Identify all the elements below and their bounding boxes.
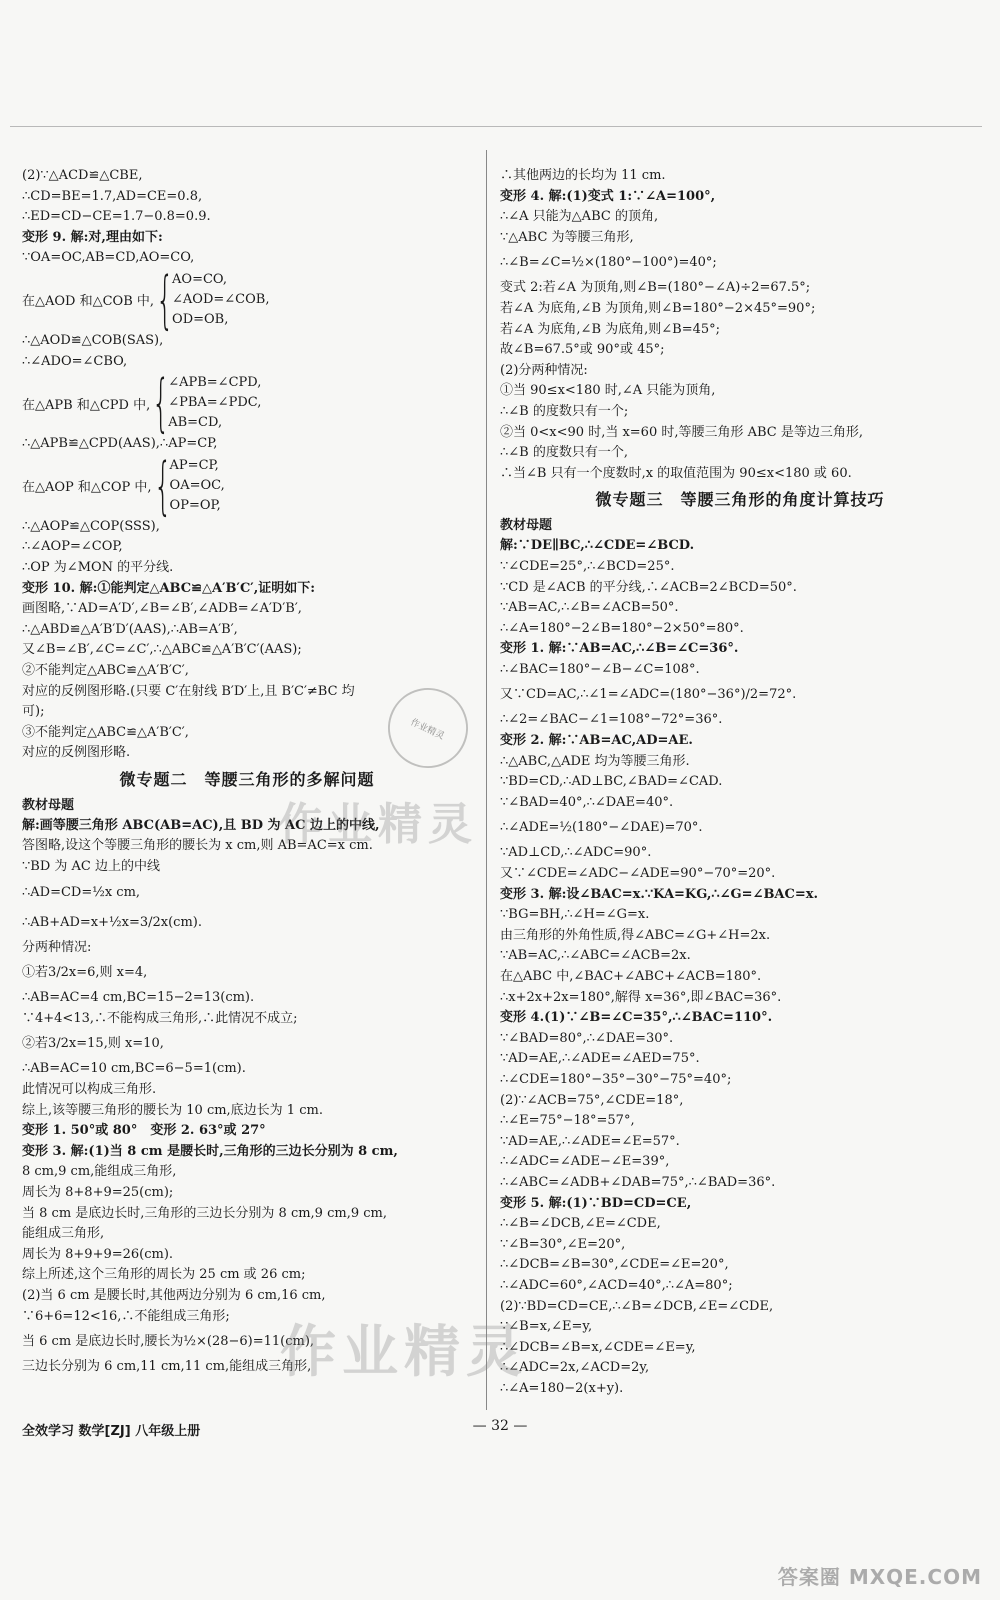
- top-rule: [10, 126, 982, 127]
- solution-line: ∴AD=CD=½x cm,: [22, 884, 141, 900]
- solution-line: ∴∠A 只能为△ABC 的顶角,: [500, 209, 659, 225]
- solution-line: ∵CD 是∠ACB 的平分线,∴∠ACB=2∠BCD=50°.: [500, 579, 797, 595]
- solution-line: ∴△APB≌△CPD(AAS),∴AP=CP,: [22, 436, 218, 452]
- solution-line: ∴∠B 的度数只有一个;: [500, 403, 629, 419]
- solution-line: ∴∠E=75°−18°=57°,: [500, 1113, 635, 1129]
- solution-line: 此情况可以构成三角形.: [22, 1082, 157, 1098]
- solution-line: 三边长分别为 6 cm,11 cm,11 cm,能组成三角形,: [22, 1359, 312, 1375]
- proof-condition-group: [22, 366, 472, 440]
- solution-line: ∴∠ADE=½(180°−∠DAE)=70°.: [500, 820, 703, 836]
- solution-line: 又∵∠CDE=∠ADC−∠ADE=90°−70°=20°.: [500, 866, 776, 882]
- solution-line: ∴∠ADO=∠CBO,: [22, 353, 128, 369]
- solution-line: ②当 0<x<90 时,当 x=60 时,等腰三角形 ABC 是等边三角形,: [500, 424, 864, 440]
- solution-line: ∴AB+AD=x+½x=3/2x(cm).: [22, 914, 202, 930]
- footer-book-title: 全效学习 数学[ZJ] 八年级上册: [22, 1424, 201, 1439]
- exercise-heading-line: 变形 3. 解:设∠BAC=x.∵KA=KG,∴∠G=∠BAC=x.: [500, 886, 819, 902]
- exercise-heading-line: 变形 2. 解:∵AB=AC,AD=AE.: [500, 733, 693, 749]
- solution-line: ∵BD 为 AC 边上的中线: [22, 859, 160, 875]
- solution-line: ∵∠BAD=40°,∴∠DAE=40°.: [500, 794, 674, 810]
- exercise-heading-line: 变形 1. 50°或 80° 变形 2. 63°或 27°: [22, 1123, 266, 1139]
- solution-line: 综上所述,这个三角形的周长为 25 cm 或 26 cm;: [22, 1267, 306, 1283]
- condition-line: ∠APB=∠CPD,: [168, 375, 262, 391]
- solution-line: (2)当 6 cm 是腰长时,其他两边分别为 6 cm,16 cm,: [22, 1287, 326, 1303]
- exercise-heading-line: 变形 4. 解:(1)变式 1:∵∠A=100°,: [500, 188, 716, 204]
- solution-line: ③不能判定△ABC≌△A′B′C′,: [22, 724, 189, 740]
- condition-line: ∠AOD=∠COB,: [172, 291, 270, 307]
- solution-line: (2)∵∠ACB=75°,∠CDE=18°,: [500, 1092, 684, 1108]
- condition-lead: 在△APB 和△CPD 中,: [22, 397, 151, 413]
- stamp-seal: 作业精灵: [375, 675, 481, 781]
- solution-line: ∵△ABC 为等腰三角形,: [500, 229, 634, 245]
- condition-lead: 在△AOP 和△COP 中,: [22, 480, 152, 496]
- solution-line: ②若3/2x=15,则 x=10,: [22, 1036, 164, 1052]
- solution-line: ∴其他两边的长均为 11 cm.: [500, 168, 666, 183]
- corner-logo: 答案圈 MXQE.COM: [777, 1565, 982, 1589]
- solution-line: ∵4+4<13,∴不能构成三角形,∴此情况不成立;: [22, 1010, 298, 1026]
- solution-line: ∵6+6=12<16,∴不能组成三角形;: [22, 1308, 230, 1324]
- solution-line: ∴∠ADC=2x,∠ACD=2y,: [500, 1360, 650, 1376]
- solution-line: 分两种情况:: [22, 939, 92, 955]
- condition-line: AP=CP,: [169, 457, 219, 473]
- solution-line: ①当 90≤x<180 时,∠A 只能为顶角,: [500, 383, 716, 399]
- solution-line: ∴△ABD≌△A′B′D′(AAS),∴AB=A′B′,: [22, 621, 238, 637]
- solution-line: ∴∠AOP=∠COP,: [22, 539, 123, 555]
- condition-line: OP=OP,: [169, 497, 221, 513]
- exercise-heading-line: 变形 3. 解:(1)当 8 cm 是腰长时,三角形的三边长分别为 8 cm,: [22, 1143, 398, 1159]
- solution-line: (2)∵BD=CD=CE,∴∠B=∠DCB,∠E=∠CDE,: [500, 1298, 774, 1314]
- solution-line: 若∠A 为底角,∠B 为顶角,则∠B=180°−2×45°=90°;: [500, 300, 816, 316]
- solution-line: 当 8 cm 是底边长时,三角形的三边长分别为 8 cm,9 cm,9 cm,: [22, 1205, 387, 1221]
- exercise-heading-line: 解:∵DE∥BC,∴∠CDE=∠BCD.: [500, 538, 695, 554]
- exercise-heading-line: 解:画等腰三角形 ABC(AB=AC),且 BD 为 AC 边上的中线,: [22, 817, 380, 833]
- solution-line: ∴∠ADC=60°,∠ACD=40°,∴∠A=80°;: [500, 1277, 733, 1293]
- solution-line: ∵AD=AE,∴∠ADE=∠E=57°.: [500, 1133, 680, 1149]
- solution-line: ∵∠CDE=25°,∴∠BCD=25°.: [500, 558, 675, 574]
- exercise-heading-line: 变形 4.(1)∵∠B=∠C=35°,∴∠BAC=110°.: [500, 1010, 773, 1026]
- solution-line: 变式 2:若∠A 为顶角,则∠B=(180°−∠A)÷2=67.5°;: [500, 280, 811, 296]
- solution-line: ∵AD=AE,∴∠ADE=∠AED=75°.: [500, 1051, 700, 1067]
- solution-line: ∴当∠B 只有一个度数时,x 的取值范围为 90≤x<180 或 60.: [500, 465, 852, 481]
- solution-line: ∴∠ADC=∠ADE−∠E=39°,: [500, 1154, 670, 1170]
- exercise-heading-line: 变形 10. 解:①能判定△ABC≌△A′B′C′,证明如下:: [22, 580, 316, 596]
- solution-line: ∴∠2=∠BAC−∠1=108°−72°=36°.: [500, 712, 723, 728]
- solution-line: ∴∠B=∠C=½×(180°−100°)=40°;: [500, 255, 717, 271]
- solution-line: ∴△ABC,△ADE 均为等腰三角形.: [500, 753, 690, 769]
- solution-line: (2)∵△ACD≌△CBE,: [22, 168, 143, 183]
- solution-line: 由三角形的外角性质,得∠ABC=∠G+∠H=2x.: [500, 927, 771, 943]
- proof-condition-group: [22, 448, 472, 522]
- subsection-label: 教材母题: [500, 518, 553, 534]
- condition-line: AO=CO,: [172, 271, 227, 287]
- right-column: [500, 166, 980, 1399]
- watermark-text-lower: 作业精灵: [280, 1320, 528, 1385]
- solution-line: ∴∠BAC=180°−∠B−∠C=108°.: [500, 661, 700, 677]
- solution-line: ∵AB=AC,∴∠B=∠ACB=50°.: [500, 600, 679, 616]
- condition-line: ∠PBA=∠PDC,: [168, 395, 262, 411]
- brace-symbol: {: [156, 262, 174, 336]
- solution-line: ∴∠DCB=∠B=30°,∠CDE=∠E=20°,: [500, 1257, 729, 1273]
- solution-line: 综上,该等腰三角形的腰长为 10 cm,底边长为 1 cm.: [22, 1102, 323, 1118]
- brace-symbol: {: [153, 448, 172, 522]
- solution-line: 画图略,∵AD=A′D′,∠B=∠B′,∠ADB=∠A′D′B′,: [22, 601, 302, 617]
- exercise-heading-line: 变形 1. 解:∵AB=AC,∴∠B=∠C=36°.: [500, 641, 739, 657]
- condition-items: [168, 373, 261, 433]
- solution-line: 当 6 cm 是底边长时,腰长为½×(28−6)=11(cm),: [22, 1334, 315, 1350]
- solution-line: 能组成三角形,: [22, 1226, 105, 1242]
- solution-line: ∵BD=CD,∴AD⊥BC,∠BAD=∠CAD.: [500, 774, 723, 790]
- condition-line: OA=OC,: [169, 477, 225, 493]
- solution-line: ∴AB=AC=10 cm,BC=6−5=1(cm).: [22, 1061, 246, 1077]
- solution-line: ∵AD⊥CD,∴∠ADC=90°.: [500, 845, 652, 861]
- watermark-text: 作业精灵: [278, 799, 478, 850]
- proof-condition-group: [22, 262, 472, 336]
- solution-line: ∵AB=AC,∴∠ABC=∠ACB=2x.: [500, 948, 691, 964]
- solution-line: 故∠B=67.5°或 90°或 45°;: [500, 342, 665, 358]
- solution-line: ①若3/2x=6,则 x=4,: [22, 965, 148, 981]
- page-number: — 32 —: [472, 1418, 528, 1434]
- solution-line: ∵∠B=30°,∠E=20°,: [500, 1236, 626, 1252]
- condition-line: OD=OB,: [172, 311, 229, 327]
- exercise-heading-line: 变形 9. 解:对,理由如下:: [22, 229, 163, 245]
- solution-line: 又∠B=∠B′,∠C=∠C′,∴△ABC≌△A′B′C′(AAS);: [22, 642, 302, 658]
- condition-line: AB=CD,: [168, 415, 223, 431]
- solution-line: ∵OA=OC,AB=CD,AO=CO,: [22, 250, 195, 266]
- solution-line: ∵∠B=x,∠E=y,: [500, 1319, 593, 1335]
- solution-line: ∴CD=BE=1.7,AD=CE=0.8,: [22, 188, 203, 204]
- solution-line: ∴∠DCB=∠B=x,∠CDE=∠E=y,: [500, 1339, 696, 1355]
- solution-line: ∴OP 为∠MON 的平分线.: [22, 559, 174, 575]
- solution-line: ∴ED=CD−CE=1.7−0.8=0.9.: [22, 209, 211, 225]
- solution-line: ②不能判定△ABC≌△A′B′C′,: [22, 662, 189, 678]
- solution-line: ∴∠CDE=180°−35°−30°−75°=40°;: [500, 1071, 732, 1087]
- solution-line: 周长为 8+8+9=25(cm);: [22, 1185, 174, 1200]
- solution-line: ∵∠BAD=80°,∴∠DAE=30°.: [500, 1030, 674, 1046]
- solution-line: 8 cm,9 cm,能组成三角形,: [22, 1164, 177, 1180]
- solution-line: ∴AB=AC=4 cm,BC=15−2=13(cm).: [22, 990, 255, 1006]
- solution-line: ∴△AOP≌△COP(SSS),: [22, 518, 160, 534]
- brace-symbol: {: [152, 366, 170, 440]
- solution-line: ∴△AOD≌△COB(SAS),: [22, 332, 164, 348]
- solution-line: 答图略,设这个等腰三角形的腰长为 x cm,则 AB=AC=x cm.: [22, 838, 373, 854]
- solution-line: 在△ABC 中,∠BAC+∠ABC+∠ACB=180°.: [500, 969, 762, 984]
- solution-line: 又∵CD=AC,∴∠1=∠ADC=(180°−36°)/2=72°.: [500, 687, 797, 703]
- condition-lead: 在△AOD 和△COB 中,: [22, 294, 155, 310]
- condition-items: [170, 456, 225, 516]
- solution-line: 若∠A 为底角,∠B 为底角,则∠B=45°;: [500, 321, 721, 337]
- subsection-label: 教材母题: [22, 797, 75, 813]
- solution-line: 周长为 8+9+9=26(cm).: [22, 1246, 174, 1262]
- column-divider: [486, 150, 487, 1410]
- section-heading: 微专题三 等腰三角形的角度计算技巧: [595, 490, 885, 510]
- solution-line: ∴∠B=∠DCB,∠E=∠CDE,: [500, 1216, 661, 1232]
- solution-line: ∴∠A=180−2(x+y).: [500, 1380, 624, 1396]
- solution-line: 可);: [22, 704, 45, 720]
- solution-line: (2)分两种情况:: [500, 362, 588, 378]
- condition-items: [172, 270, 269, 330]
- section-heading: 微专题二 等腰三角形的多解问题: [119, 769, 375, 789]
- solution-line: 对应的反例图形略.: [22, 745, 131, 761]
- left-column: [22, 166, 472, 1378]
- solution-line: ∵BG=BH,∴∠H=∠G=x.: [500, 907, 650, 923]
- exercise-heading-line: 变形 5. 解:(1)∵BD=CD=CE,: [500, 1195, 692, 1211]
- solution-line: ∴∠B 的度数只有一个,: [500, 445, 628, 461]
- solution-line: ∴∠A=180°−2∠B=180°−2×50°=80°.: [500, 620, 744, 636]
- solution-line: ∴∠ABC=∠ADB+∠DAB=75°,∴∠BAD=36°.: [500, 1174, 776, 1190]
- solution-line: ∴x+2x+2x=180°,解得 x=36°,即∠BAC=36°.: [500, 989, 782, 1005]
- solution-line: 对应的反例图形略.(只要 C′在射线 B′D′上,且 B′C′≠BC 均: [22, 683, 355, 699]
